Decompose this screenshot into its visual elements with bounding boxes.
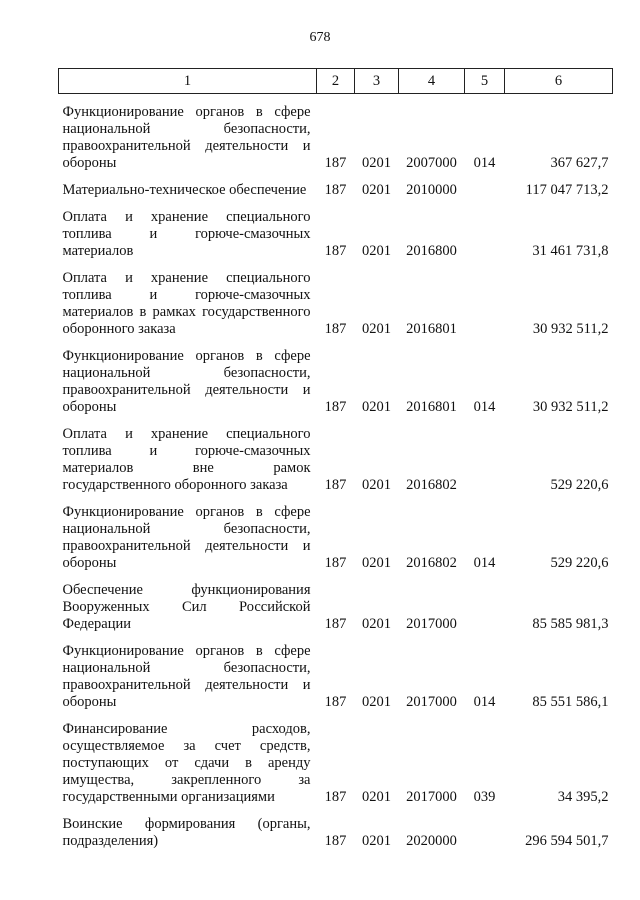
row-description: Воинские формирования (органы, подразделения) [62,816,311,849]
row-target-code: 2016802 [406,555,457,571]
row-amount: 85 585 981,3 [532,616,609,632]
row-target-code: 2007000 [406,155,457,171]
row-section-code: 0201 [362,399,391,415]
row-section-code: 0201 [362,321,391,337]
row-description: Оплата и хранение специального топлива и горюче-смазочных материалов в рамках государственного оборонного заказа [62,270,311,337]
row-amount: 85 551 586,1 [532,694,609,710]
row-amount: 367 627,7 [550,155,609,171]
row-expense-code: 014 [473,555,496,571]
row-ministry-code: 187 [324,555,347,571]
row-ministry-code: 187 [324,182,347,198]
row-amount: 31 461 731,8 [532,243,609,259]
row-target-code: 2016802 [406,477,457,493]
row-expense-code [465,416,505,494]
row-section-code: 0201 [362,155,391,171]
row-expense-code: 039 [473,789,496,805]
row-section-code: 0201 [362,694,391,710]
row-ministry-code: 187 [324,477,347,493]
row-description: Функционирование органов в сфере национальной безопасности, правоохранительной деятельности и обороны [62,504,311,571]
row-description: Обеспечение функционирования Вооруженных Сил Российской Федерации [62,582,311,632]
table-row [59,94,613,173]
row-section-code: 0201 [362,555,391,571]
budget-table [58,68,613,850]
row-description: Оплата и хранение специального топлива и горюче-смазочных материалов [62,209,311,259]
row-target-code: 2016800 [406,243,457,259]
row-target-code: 2017000 [406,694,457,710]
row-expense-code [465,572,505,633]
table-row [59,199,613,260]
row-target-code: 2017000 [406,616,457,632]
row-ministry-code: 187 [324,694,347,710]
table-row [59,338,613,416]
row-ministry-code: 187 [324,399,347,415]
header-col-5: 5 [465,69,505,94]
table-row [59,633,613,711]
row-target-code: 2020000 [406,833,457,849]
row-expense-code: 014 [473,694,496,710]
table-row [59,572,613,633]
row-expense-code [465,260,505,338]
row-section-code: 0201 [362,833,391,849]
row-ministry-code: 187 [324,616,347,632]
row-description: Функционирование органов в сфере национальной безопасности, правоохранительной деятельности и обороны [62,104,311,171]
row-section-code: 0201 [362,616,391,632]
row-description: Функционирование органов в сфере национальной безопасности, правоохранительной деятельности и обороны [62,348,311,415]
row-amount: 117 047 713,2 [525,182,609,198]
row-section-code: 0201 [362,477,391,493]
row-expense-code [465,199,505,260]
header-col-4: 4 [399,69,465,94]
row-description: Материально-техническое обеспечение [62,182,307,198]
table-row [59,172,613,199]
row-amount: 529 220,6 [550,555,609,571]
header-col-1: 1 [59,69,317,94]
header-col-3: 3 [355,69,399,94]
row-amount: 30 932 511,2 [532,399,609,415]
row-expense-code [465,172,505,199]
row-target-code: 2016801 [406,399,457,415]
row-section-code: 0201 [362,182,391,198]
row-amount: 296 594 501,7 [525,833,609,849]
header-col-6: 6 [505,69,613,94]
header-col-2: 2 [317,69,355,94]
row-expense-code: 014 [473,399,496,415]
header-row [59,69,613,94]
table-row [59,416,613,494]
row-expense-code [465,806,505,850]
table-row [59,494,613,572]
row-amount: 30 932 511,2 [532,321,609,337]
table-row [59,260,613,338]
row-ministry-code: 187 [324,243,347,259]
row-target-code: 2010000 [406,182,457,198]
row-amount: 529 220,6 [550,477,609,493]
row-section-code: 0201 [362,243,391,259]
row-ministry-code: 187 [324,789,347,805]
row-ministry-code: 187 [324,833,347,849]
page-number: 678 [309,30,331,45]
row-ministry-code: 187 [324,155,347,171]
table-row [59,806,613,850]
row-ministry-code: 187 [324,321,347,337]
row-description: Финансирование расходов, осуществляемое за счет средств, поступающих от сдачи в аренду имущества, закрепленного за государственными организациями [62,721,311,805]
row-target-code: 2017000 [406,789,457,805]
row-target-code: 2016801 [406,321,457,337]
row-description: Функционирование органов в сфере национальной безопасности, правоохранительной деятельности и обороны [62,643,311,710]
row-description: Оплата и хранение специального топлива и горюче-смазочных материалов вне рамок государственного оборонного заказа [62,426,311,493]
row-section-code: 0201 [362,789,391,805]
table-row [59,711,613,806]
row-expense-code: 014 [473,155,496,171]
row-amount: 34 395,2 [557,789,609,805]
